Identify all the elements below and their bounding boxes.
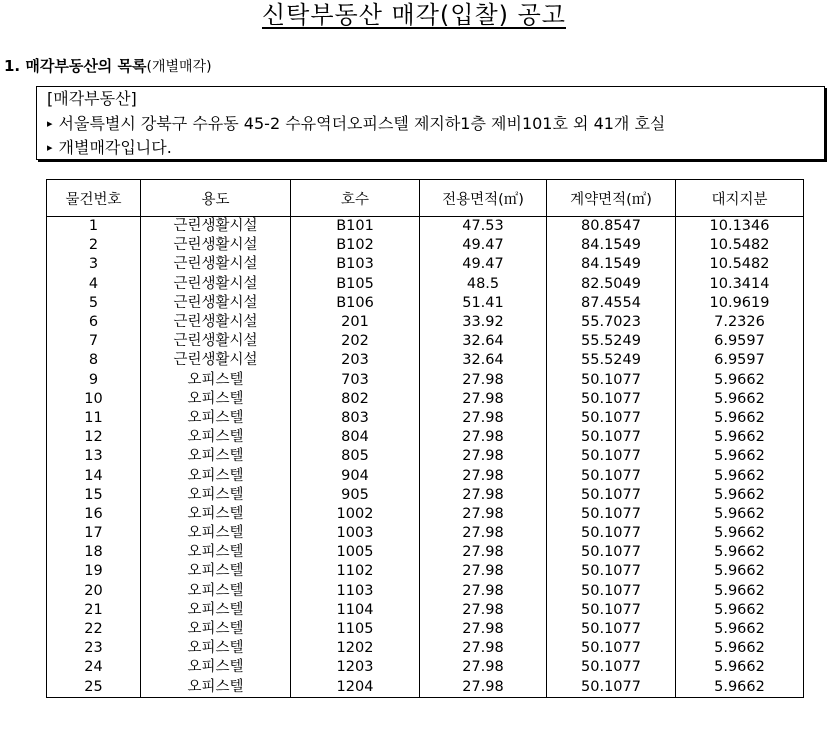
cell-unit-number: 1203 — [291, 658, 420, 677]
table-row — [47, 428, 804, 447]
cell-usage: 오피스텔 — [141, 466, 291, 485]
document-title-text: 신탁부동산 매각(입찰) 공고 — [261, 1, 566, 29]
cell-usage: 근린생활시설 — [141, 332, 291, 351]
cell-land-share: 10.5482 — [676, 236, 804, 255]
cell-unit-number: 1005 — [291, 543, 420, 562]
cell-contract-area: 50.1077 — [547, 678, 676, 698]
cell-land-share: 5.9662 — [676, 390, 804, 409]
cell-unit-number: 904 — [291, 466, 420, 485]
table-row — [47, 236, 804, 255]
cell-contract-area: 55.5249 — [547, 332, 676, 351]
cell-unit-number: 202 — [291, 332, 420, 351]
cell-item-number: 15 — [47, 486, 141, 505]
cell-item-number: 14 — [47, 466, 141, 485]
cell-exclusive-area: 33.92 — [420, 313, 547, 332]
cell-exclusive-area: 32.64 — [420, 332, 547, 351]
cell-unit-number: 1105 — [291, 620, 420, 639]
cell-land-share: 10.1346 — [676, 217, 804, 237]
table-row — [47, 275, 804, 294]
cell-exclusive-area: 27.98 — [420, 639, 547, 658]
cell-exclusive-area: 27.98 — [420, 582, 547, 601]
cell-usage: 근린생활시설 — [141, 351, 291, 370]
cell-exclusive-area: 47.53 — [420, 217, 547, 237]
cell-usage: 오피스텔 — [141, 582, 291, 601]
table-row — [47, 255, 804, 274]
table-row — [47, 524, 804, 543]
cell-usage: 근린생활시설 — [141, 255, 291, 274]
cell-land-share: 5.9662 — [676, 428, 804, 447]
cell-unit-number: 201 — [291, 313, 420, 332]
cell-land-share: 5.9662 — [676, 505, 804, 524]
cell-item-number: 23 — [47, 639, 141, 658]
cell-item-number: 11 — [47, 409, 141, 428]
cell-unit-number: B102 — [291, 236, 420, 255]
header-contract-area: 계약면적(㎡) — [547, 180, 676, 217]
cell-unit-number: 905 — [291, 486, 420, 505]
cell-item-number: 25 — [47, 678, 141, 698]
cell-land-share: 5.9662 — [676, 486, 804, 505]
cell-unit-number: 703 — [291, 371, 420, 390]
cell-usage: 오피스텔 — [141, 505, 291, 524]
cell-contract-area: 50.1077 — [547, 620, 676, 639]
table-row — [47, 351, 804, 370]
cell-contract-area: 55.7023 — [547, 313, 676, 332]
cell-item-number: 7 — [47, 332, 141, 351]
cell-usage: 오피스텔 — [141, 447, 291, 466]
property-list-table-wrap — [46, 179, 803, 698]
cell-land-share: 5.9662 — [676, 409, 804, 428]
cell-contract-area: 50.1077 — [547, 409, 676, 428]
table-row — [47, 543, 804, 562]
cell-exclusive-area: 49.47 — [420, 236, 547, 255]
cell-usage: 오피스텔 — [141, 409, 291, 428]
cell-land-share: 5.9662 — [676, 371, 804, 390]
cell-unit-number: 1103 — [291, 582, 420, 601]
cell-item-number: 2 — [47, 236, 141, 255]
cell-land-share: 5.9662 — [676, 524, 804, 543]
table-row — [47, 294, 804, 313]
table-row — [47, 678, 804, 698]
cell-usage: 오피스텔 — [141, 678, 291, 698]
header-item-number: 물건번호 — [47, 180, 141, 217]
cell-land-share: 5.9662 — [676, 601, 804, 620]
cell-item-number: 8 — [47, 351, 141, 370]
cell-exclusive-area: 49.47 — [420, 255, 547, 274]
table-row — [47, 639, 804, 658]
cell-item-number: 4 — [47, 275, 141, 294]
info-sale-type-text: 개별매각입니다. — [58, 138, 172, 157]
table-body — [47, 217, 804, 698]
cell-land-share: 5.9662 — [676, 543, 804, 562]
cell-land-share: 5.9662 — [676, 466, 804, 485]
cell-contract-area: 84.1549 — [547, 236, 676, 255]
property-list-table — [46, 179, 804, 698]
cell-contract-area: 50.1077 — [547, 524, 676, 543]
cell-unit-number: B105 — [291, 275, 420, 294]
cell-unit-number: 1003 — [291, 524, 420, 543]
cell-unit-number: 1104 — [291, 601, 420, 620]
cell-exclusive-area: 27.98 — [420, 658, 547, 677]
cell-contract-area: 50.1077 — [547, 543, 676, 562]
cell-usage: 근린생활시설 — [141, 217, 291, 237]
cell-land-share: 6.9597 — [676, 351, 804, 370]
cell-usage: 오피스텔 — [141, 658, 291, 677]
cell-usage: 오피스텔 — [141, 486, 291, 505]
cell-item-number: 16 — [47, 505, 141, 524]
cell-contract-area: 50.1077 — [547, 658, 676, 677]
cell-unit-number: 803 — [291, 409, 420, 428]
cell-item-number: 3 — [47, 255, 141, 274]
cell-exclusive-area: 27.98 — [420, 620, 547, 639]
cell-usage: 오피스텔 — [141, 639, 291, 658]
table-row — [47, 313, 804, 332]
cell-unit-number: B106 — [291, 294, 420, 313]
cell-unit-number: 805 — [291, 447, 420, 466]
info-box-label: [매각부동산] — [47, 89, 137, 108]
cell-item-number: 5 — [47, 294, 141, 313]
cell-unit-number: 203 — [291, 351, 420, 370]
cell-item-number: 6 — [47, 313, 141, 332]
cell-land-share: 5.9662 — [676, 562, 804, 581]
cell-land-share: 6.9597 — [676, 332, 804, 351]
cell-exclusive-area: 27.98 — [420, 409, 547, 428]
cell-contract-area: 50.1077 — [547, 428, 676, 447]
table-row — [47, 505, 804, 524]
table-row — [47, 371, 804, 390]
info-line-sale-type — [47, 137, 172, 159]
cell-land-share: 10.3414 — [676, 275, 804, 294]
cell-usage: 오피스텔 — [141, 428, 291, 447]
cell-item-number: 24 — [47, 658, 141, 677]
table-row — [47, 447, 804, 466]
header-land-share: 대지지분 — [676, 180, 804, 217]
cell-exclusive-area: 27.98 — [420, 543, 547, 562]
header-usage: 용도 — [141, 180, 291, 217]
bullet-icon: ▸ — [47, 117, 53, 130]
cell-contract-area: 50.1077 — [547, 582, 676, 601]
table-row — [47, 486, 804, 505]
cell-exclusive-area: 27.98 — [420, 447, 547, 466]
cell-exclusive-area: 32.64 — [420, 351, 547, 370]
table-row — [47, 466, 804, 485]
table-row — [47, 601, 804, 620]
cell-usage: 오피스텔 — [141, 543, 291, 562]
cell-exclusive-area: 51.41 — [420, 294, 547, 313]
cell-exclusive-area: 27.98 — [420, 428, 547, 447]
cell-land-share: 5.9662 — [676, 678, 804, 698]
cell-land-share: 5.9662 — [676, 447, 804, 466]
table-row — [47, 217, 804, 237]
info-address-text: 서울특별시 강북구 수유동 45-2 수유역더오피스텔 제지하1층 제비101호 외 41개 호실 — [58, 114, 666, 133]
cell-contract-area: 82.5049 — [547, 275, 676, 294]
cell-usage: 오피스텔 — [141, 601, 291, 620]
header-exclusive-area: 전용면적(㎡) — [420, 180, 547, 217]
cell-exclusive-area: 27.98 — [420, 524, 547, 543]
cell-unit-number: 804 — [291, 428, 420, 447]
cell-contract-area: 50.1077 — [547, 639, 676, 658]
cell-contract-area: 50.1077 — [547, 447, 676, 466]
cell-item-number: 10 — [47, 390, 141, 409]
cell-exclusive-area: 27.98 — [420, 678, 547, 698]
table-row — [47, 620, 804, 639]
table-row — [47, 332, 804, 351]
cell-exclusive-area: 27.98 — [420, 562, 547, 581]
info-line-address — [47, 113, 665, 135]
table-row — [47, 562, 804, 581]
cell-exclusive-area: 27.98 — [420, 601, 547, 620]
cell-exclusive-area: 27.98 — [420, 486, 547, 505]
cell-contract-area: 84.1549 — [547, 255, 676, 274]
cell-unit-number: B103 — [291, 255, 420, 274]
cell-land-share: 5.9662 — [676, 620, 804, 639]
table-row — [47, 409, 804, 428]
cell-usage: 오피스텔 — [141, 371, 291, 390]
cell-usage: 오피스텔 — [141, 390, 291, 409]
table-header-row — [47, 180, 804, 217]
cell-land-share: 5.9662 — [676, 658, 804, 677]
table-row — [47, 658, 804, 677]
cell-exclusive-area: 27.98 — [420, 390, 547, 409]
table-row — [47, 582, 804, 601]
cell-contract-area: 50.1077 — [547, 466, 676, 485]
cell-contract-area: 50.1077 — [547, 505, 676, 524]
cell-item-number: 19 — [47, 562, 141, 581]
cell-contract-area: 50.1077 — [547, 390, 676, 409]
cell-exclusive-area: 27.98 — [420, 505, 547, 524]
cell-contract-area: 87.4554 — [547, 294, 676, 313]
cell-contract-area: 50.1077 — [547, 371, 676, 390]
cell-item-number: 18 — [47, 543, 141, 562]
cell-usage: 오피스텔 — [141, 524, 291, 543]
cell-contract-area: 80.8547 — [547, 217, 676, 237]
cell-usage: 오피스텔 — [141, 620, 291, 639]
cell-unit-number: B101 — [291, 217, 420, 237]
property-info-box — [36, 86, 825, 160]
cell-usage: 근린생활시설 — [141, 236, 291, 255]
cell-usage: 근린생활시설 — [141, 313, 291, 332]
cell-usage: 근린생활시설 — [141, 294, 291, 313]
section-heading-text: 1. 매각부동산의 목록 — [4, 57, 147, 75]
cell-contract-area: 50.1077 — [547, 562, 676, 581]
cell-unit-number: 1204 — [291, 678, 420, 698]
cell-exclusive-area: 27.98 — [420, 371, 547, 390]
cell-unit-number: 1002 — [291, 505, 420, 524]
table-row — [47, 390, 804, 409]
cell-land-share: 10.9619 — [676, 294, 804, 313]
section-heading-sub: (개별매각) — [146, 59, 212, 75]
cell-item-number: 21 — [47, 601, 141, 620]
cell-exclusive-area: 48.5 — [420, 275, 547, 294]
cell-item-number: 13 — [47, 447, 141, 466]
document-title — [0, 0, 828, 30]
cell-item-number: 12 — [47, 428, 141, 447]
cell-land-share: 5.9662 — [676, 582, 804, 601]
cell-item-number: 1 — [47, 217, 141, 237]
cell-contract-area: 55.5249 — [547, 351, 676, 370]
cell-land-share: 7.2326 — [676, 313, 804, 332]
cell-item-number: 9 — [47, 371, 141, 390]
cell-contract-area: 50.1077 — [547, 601, 676, 620]
cell-unit-number: 802 — [291, 390, 420, 409]
cell-land-share: 10.5482 — [676, 255, 804, 274]
cell-unit-number: 1202 — [291, 639, 420, 658]
cell-usage: 근린생활시설 — [141, 275, 291, 294]
section-heading — [4, 56, 212, 77]
cell-contract-area: 50.1077 — [547, 486, 676, 505]
cell-usage: 오피스텔 — [141, 562, 291, 581]
cell-item-number: 17 — [47, 524, 141, 543]
cell-exclusive-area: 27.98 — [420, 466, 547, 485]
bullet-icon: ▸ — [47, 141, 53, 154]
cell-item-number: 20 — [47, 582, 141, 601]
header-unit-number: 호수 — [291, 180, 420, 217]
cell-unit-number: 1102 — [291, 562, 420, 581]
cell-land-share: 5.9662 — [676, 639, 804, 658]
cell-item-number: 22 — [47, 620, 141, 639]
